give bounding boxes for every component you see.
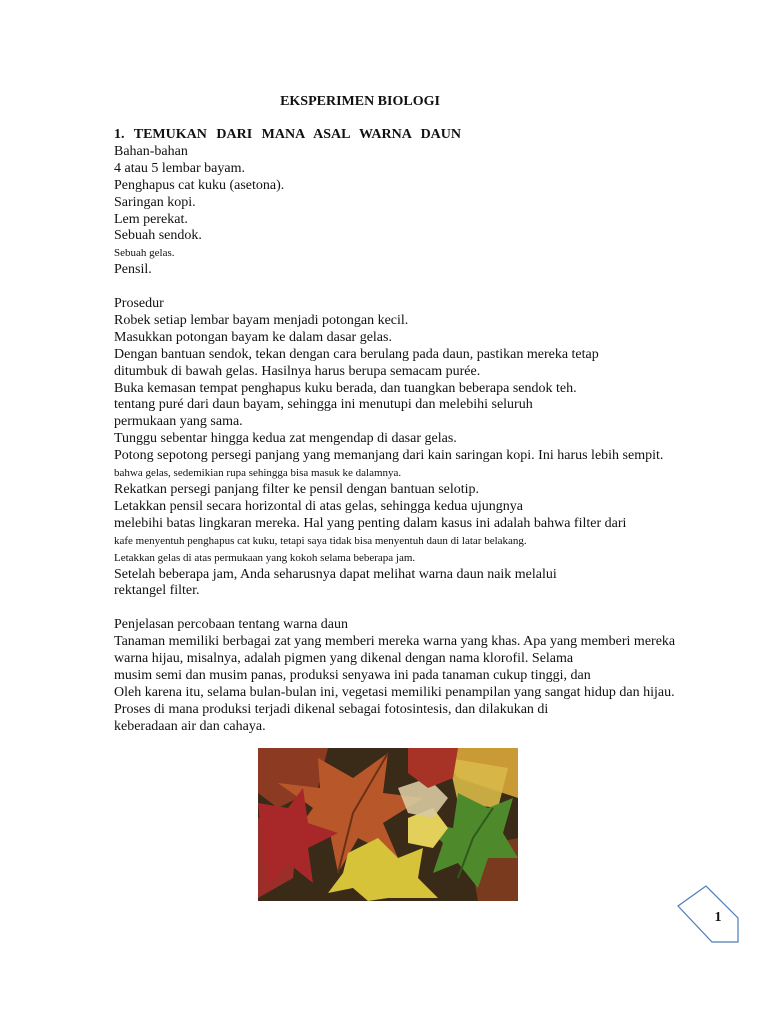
procedure-line: Masukkan potongan bayam ke dalam dasar gelas. xyxy=(114,329,392,345)
explanation-line: Proses di mana produksi terjadi dikenal sebagai fotosintesis, dan dilakukan di xyxy=(114,701,549,717)
autumn-leaves-illustration xyxy=(258,748,518,901)
document-body xyxy=(114,127,714,736)
materials-heading: Bahan-bahan xyxy=(114,143,188,159)
procedure-line: Letakkan gelas di atas permukaan yang kokoh selama beberapa jam. xyxy=(114,551,416,564)
procedure-line: Robek setiap lembar bayam menjadi potongan kecil. xyxy=(114,312,409,328)
material-item: Sebuah sendok. xyxy=(114,228,202,244)
material-item: Saringan kopi. xyxy=(114,194,196,210)
procedure-line: kafe menyentuh penghapus cat kuku, tetapi saya tidak bisa menyentuh daun di latar belakang. xyxy=(114,534,527,547)
procedure-line: ditumbuk di bawah gelas. Hasilnya harus berupa semacam purée. xyxy=(114,363,481,379)
page-number: 1 xyxy=(714,910,722,925)
explanation-line: keberadaan air dan cahaya. xyxy=(114,718,266,734)
document-title: EKSPERIMEN BIOLOGI xyxy=(280,94,440,109)
procedure-line: Potong sepotong persegi panjang yang memanjang dari kain saringan kopi. Ini harus lebih sempit. xyxy=(114,448,664,464)
procedure-line: Tunggu sebentar hingga kedua zat mengendap di dasar gelas. xyxy=(114,431,457,447)
procedure-heading: Prosedur xyxy=(114,296,164,312)
procedure-line: bahwa gelas, sedemikian rupa sehingga bisa masuk ke dalamnya. xyxy=(114,467,402,480)
procedure-line: permukaan yang sama. xyxy=(114,414,243,430)
procedure-line: Dengan bantuan sendok, tekan dengan cara berulang pada daun, pastikan mereka tetap xyxy=(114,346,599,362)
explanation-line: Oleh karena itu, selama bulan-bulan ini, vegetasi memiliki penampilan yang sangat hidup dan hijau. xyxy=(114,684,675,700)
material-item: 4 atau 5 lembar bayam. xyxy=(114,160,246,176)
autumn-leaves-photo xyxy=(258,748,518,901)
material-item: Penghapus cat kuku (asetona). xyxy=(114,177,285,193)
material-item: Pensil. xyxy=(114,262,152,278)
explanation-line: warna hijau, misalnya, adalah pigmen yang dikenal dengan nama klorofil. Selama xyxy=(114,651,574,667)
procedure-line: Buka kemasan tempat penghapus kuku berada, dan tuangkan beberapa sendok teh. xyxy=(114,380,577,396)
material-item: Lem perekat. xyxy=(114,211,188,227)
procedure-line: melebihi batas lingkaran mereka. Hal yang penting dalam kasus ini adalah bahwa filter dari xyxy=(114,515,627,531)
explanation-heading: Penjelasan percobaan tentang warna daun xyxy=(114,617,349,633)
material-item: Sebuah gelas. xyxy=(114,247,175,260)
explanation-line: Tanaman memiliki berbagai zat yang memberi mereka warna yang khas. Apa yang memberi mereka xyxy=(114,634,676,650)
procedure-line: rektangel filter. xyxy=(114,583,200,599)
procedure-line: tentang puré dari daun bayam, sehingga ini menutupi dan melebihi seluruh xyxy=(114,397,533,413)
explanation-line: musim semi dan musim panas, produksi senyawa ini pada tanaman cukup tinggi, dan xyxy=(114,667,591,683)
procedure-line: Letakkan pensil secara horizontal di atas gelas, sehingga kedua ujungnya xyxy=(114,498,523,514)
section-heading: 1. TEMUKAN DARI MANA ASAL WARNA DAUN xyxy=(114,127,462,142)
procedure-line: Rekatkan persegi panjang filter ke pensil dengan bantuan selotip. xyxy=(114,482,480,498)
procedure-line: Setelah beberapa jam, Anda seharusnya dapat melihat warna daun naik melalui xyxy=(114,566,557,582)
